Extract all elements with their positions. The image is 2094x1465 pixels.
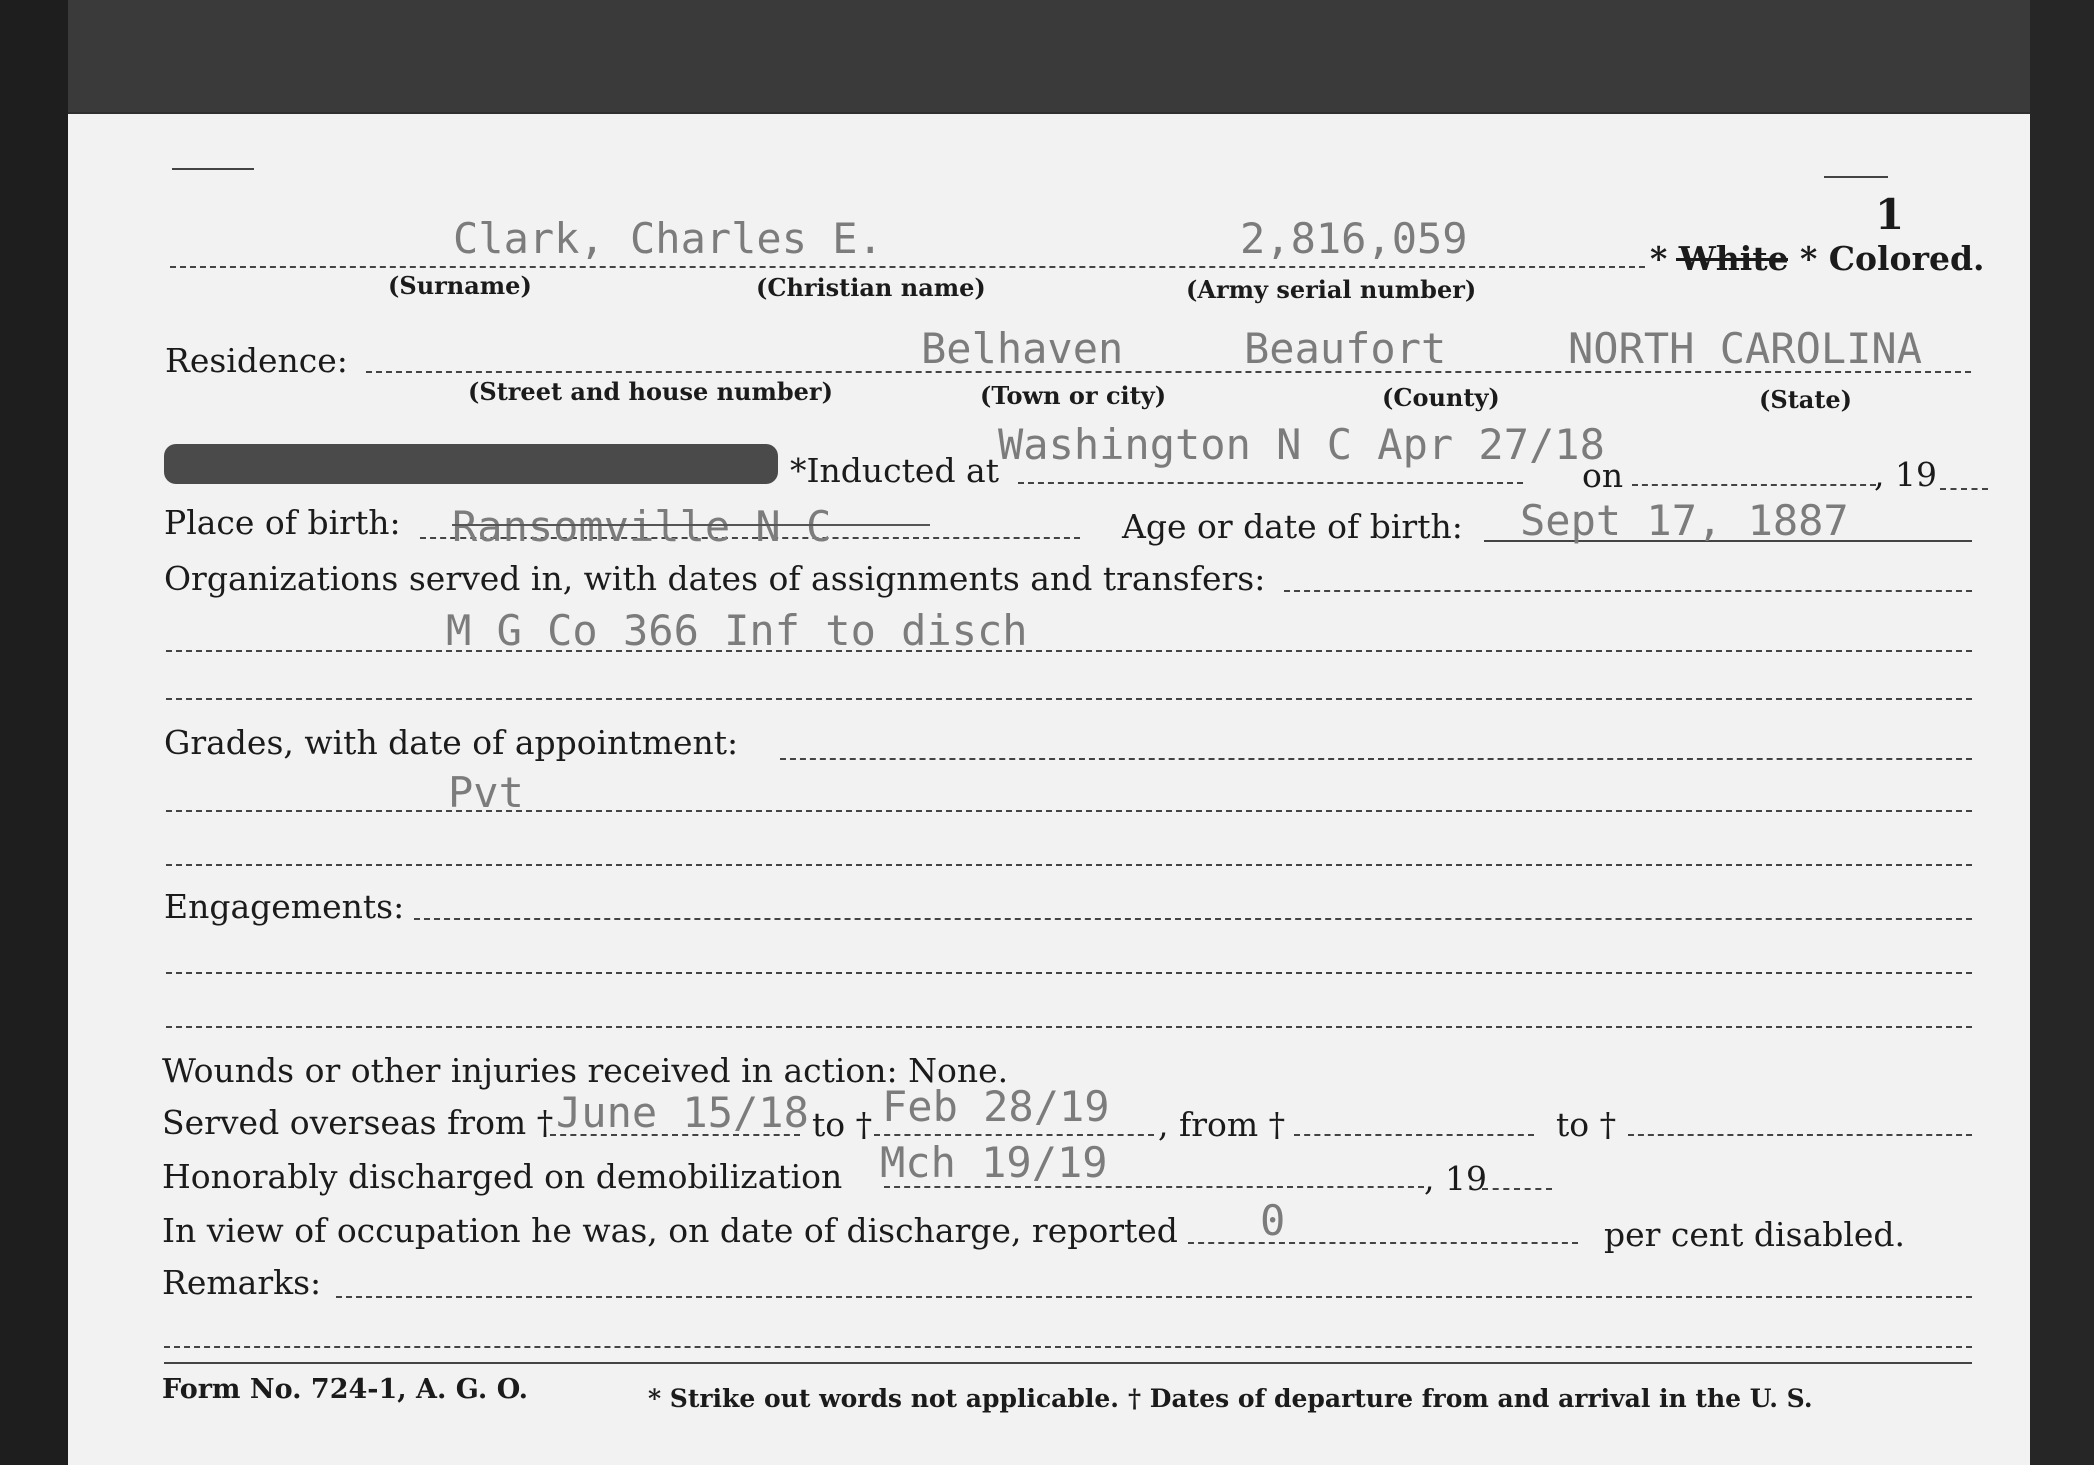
organizations-value: M G Co 366 Inf to disch (446, 606, 1028, 655)
card-number: 1 (1875, 190, 1905, 239)
soldier-name: Clark, Charles E. (453, 214, 883, 263)
residence-town: Belhaven (921, 324, 1124, 373)
grades-line-2 (166, 810, 1972, 812)
footer-rule (164, 1362, 1972, 1364)
army-serial-caption: (Army serial number) (1186, 275, 1477, 304)
scanner-background-right (2030, 0, 2094, 1465)
on-line (1632, 484, 1876, 486)
disability-line (1188, 1242, 1578, 1244)
engagements-line-3 (166, 1026, 1972, 1028)
second-from-label: , from † (1158, 1105, 1286, 1144)
name-line (170, 266, 1645, 268)
engagements-line-1 (414, 918, 1972, 920)
service-record-card (68, 114, 2030, 1465)
inducted-label: *Inducted at (790, 451, 999, 490)
scanner-background-top (0, 0, 2094, 112)
birthplace-value: Ransomville N C (452, 502, 832, 551)
grades-line-1 (780, 758, 1972, 760)
county-caption: (County) (1382, 383, 1500, 412)
second-from-line (1294, 1134, 1534, 1136)
remarks-line-1 (336, 1296, 1972, 1298)
disability-suffix: per cent disabled. (1604, 1215, 1906, 1254)
overseas-to-line (874, 1134, 1154, 1136)
inducted-year-label: , 19 (1874, 455, 1937, 494)
grades-label: Grades, with date of appointment: (164, 723, 739, 762)
residence-label: Residence: (165, 341, 348, 380)
overseas-from-date: June 15/18 (556, 1088, 809, 1137)
age-value: Sept 17, 1887 (1520, 496, 1849, 545)
discharged-year-line (1482, 1188, 1552, 1190)
army-serial-number: 2,816,059 (1240, 214, 1468, 263)
remarks-label: Remarks: (162, 1263, 322, 1302)
state-caption: (State) (1759, 385, 1853, 414)
race-colored-option: * Colored. (1800, 239, 1985, 278)
discharged-year-label: , 19 (1424, 1159, 1487, 1198)
overseas-to-label: to † (812, 1105, 873, 1144)
inducted-place-date: Washington N C Apr 27/18 (998, 420, 1605, 469)
second-to-label: to † (1556, 1105, 1617, 1144)
inducted-line (1018, 482, 1523, 484)
footnote-dates: † Dates of departure from and arrival in the U. S. (1128, 1384, 1813, 1413)
wounds-text: Wounds or other injuries received in action: None. (162, 1051, 1009, 1090)
residence-county: Beaufort (1244, 324, 1447, 373)
birthplace-label: Place of birth: (164, 503, 401, 542)
remarks-line-2 (164, 1346, 1972, 1348)
birthplace-strike (452, 524, 930, 526)
engagements-line-2 (166, 972, 1972, 974)
organizations-label: Organizations served in, with dates of assignments and transfers: (164, 559, 1266, 598)
engagements-label: Engagements: (164, 887, 405, 926)
age-label: Age or date of birth: (1122, 507, 1463, 546)
overseas-to-date: Feb 28/19 (882, 1082, 1110, 1131)
organizations-line-2 (166, 650, 1972, 652)
residence-state: NORTH CAROLINA (1568, 324, 1923, 373)
on-label: on (1582, 456, 1624, 495)
grades-line-3 (166, 864, 1972, 866)
corner-mark-right (1824, 176, 1888, 178)
enlisted-options-blackout (164, 444, 778, 484)
street-caption: (Street and house number) (468, 377, 833, 406)
corner-mark-left (172, 168, 254, 170)
form-number: Form No. 724-1, A. G. O. (162, 1374, 529, 1405)
second-to-line (1628, 1134, 1972, 1136)
organizations-line-1 (1284, 590, 1972, 592)
overseas-label: Served overseas from † (162, 1103, 554, 1142)
discharged-label: Honorably discharged on demobilization (162, 1157, 843, 1196)
race-white-option: * White (1650, 239, 1789, 278)
inducted-year-line (1940, 488, 1988, 490)
grades-value: Pvt (448, 768, 524, 817)
surname-caption: (Surname) (388, 271, 532, 300)
race-white-strike (1676, 258, 1788, 261)
christian-name-caption: (Christian name) (756, 273, 986, 302)
footnote-strike-out: * Strike out words not applicable. (648, 1384, 1119, 1413)
town-caption: (Town or city) (980, 381, 1167, 410)
discharged-date: Mch 19/19 (880, 1138, 1108, 1187)
scanner-background-left (0, 0, 68, 1465)
disability-label: In view of occupation he was, on date of discharge, reported (162, 1211, 1178, 1250)
organizations-line-3 (166, 698, 1972, 700)
disability-value: 0 (1260, 1196, 1286, 1245)
